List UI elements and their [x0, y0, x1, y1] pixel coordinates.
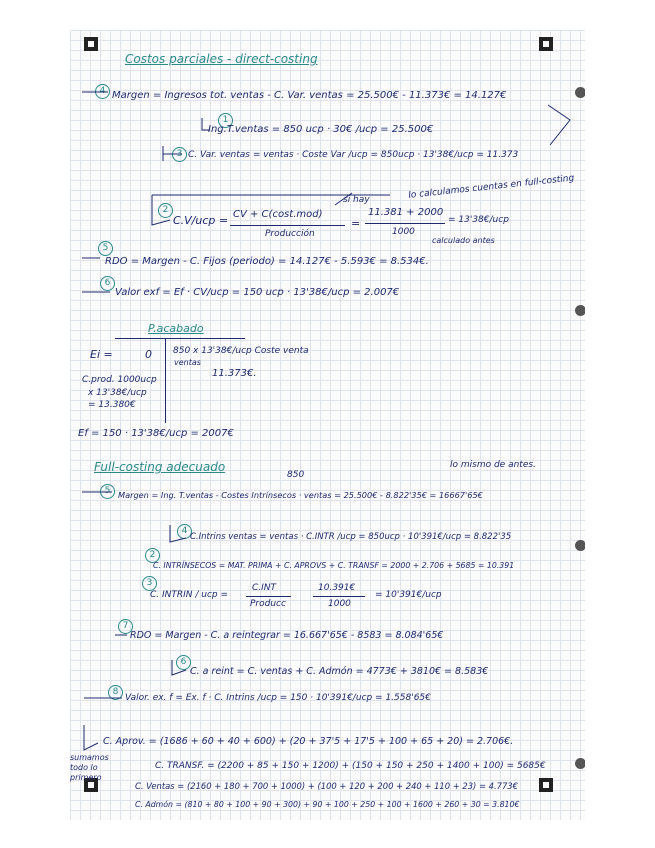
equals-sign: = — [351, 217, 361, 230]
fraction-numerator: CV + C(cost.mod) — [233, 209, 323, 220]
final-inventory-equation: Ef = 150 · 13'38€/ucp = 2007€ — [78, 428, 234, 439]
step-number: 6 — [176, 654, 191, 670]
pen-strokes — [70, 30, 585, 820]
step-number: 6 — [100, 275, 115, 291]
margin-equation: Margen = Ingresos tot. ventas - C. Var. ventas = 25.500€ - 11.373€ = 14.127€ — [112, 90, 507, 101]
fraction-denominator: Producción — [265, 229, 315, 239]
fraction-denominator: 1000 — [328, 599, 351, 609]
inventory-value-equation: Valor exf = Ef · CV/ucp = 150 ucp · 13'38€/ucp = 2.007€ — [115, 287, 400, 298]
side-annotation: sumamos todo lo primero — [70, 753, 109, 782]
unit-intrinsic-cost-result: = 10'391€/ucp — [375, 590, 442, 600]
supply-cost-detail: C. Aprov. = (1686 + 60 + 40 + 600) + (20 + 37'5 + 17'5 + 100 + 65 + 20) = 2.706€. — [103, 736, 514, 747]
notebook-page — [70, 30, 585, 820]
intrinsic-cost-equation: C. INTRÍNSECOS = MAT. PRIMA + C. APROVS + C. TRANSF = 2000 + 2.706 + 5685 = 10.391 — [153, 561, 515, 570]
t-account-value: 0 — [145, 348, 152, 361]
step-number: 4 — [177, 523, 192, 539]
t-account-entry: 11.373€. — [212, 368, 257, 379]
unit-variable-cost-result: = 13'38€/ucp — [448, 215, 509, 225]
fraction-numerator: C.INT — [252, 583, 277, 593]
step-number: 5 — [100, 483, 115, 499]
fraction-numerator: 10.391€ — [318, 583, 356, 593]
annotation: si hay — [343, 195, 370, 205]
t-account-entry: 850 x 13'38€/ucp Coste venta — [173, 346, 309, 356]
unit-intrinsic-cost-label: C. INTRIN / ucp = — [150, 590, 229, 600]
margin-equation: Margen = Ing. T.ventas - Costes Intrínsecos · ventas = 25.500€ - 8.822'35€ = 16667'65€ — [118, 490, 483, 500]
intrinsic-cost-sales-equation: C.Intrins ventas = ventas · C.INTR /ucp = 850ucp · 10'391€/ucp = 8.822'35 — [190, 532, 512, 542]
step-number: 7 — [118, 618, 133, 634]
t-account-entry: C.prod. 1000ucp — [82, 375, 157, 385]
step-number: 8 — [108, 684, 123, 700]
step-number: 1 — [218, 112, 233, 128]
annotation: lo mismo de antes. — [450, 460, 536, 470]
step-number: 5 — [98, 240, 113, 256]
section-title: Full-costing adecuado — [94, 460, 226, 474]
t-account-entry: = 13.380€ — [88, 400, 136, 410]
inventory-value-equation: Valor. ex. f = Ex. f · C. Intrins /ucp = 150 · 10'391€/ucp = 1.558'65€ — [125, 693, 431, 703]
revenue-equation: Ing.T.ventas = 850 ucp · 30€ /ucp = 25.500€ — [208, 124, 434, 135]
annotation: calculado antes — [432, 236, 495, 245]
step-number: 3 — [142, 575, 157, 591]
t-account-entry: x 13'38€/ucp — [88, 388, 147, 398]
fraction-numerator: 11.381 + 2000 — [368, 207, 444, 218]
variable-cost-equation: C. Var. ventas = ventas · Coste Var /ucp = 850ucp · 13'38€/ucp = 11.373 — [188, 150, 519, 160]
annotation: lo calculamos cuentas en full-costing — [407, 173, 575, 201]
t-account-label: Ei = — [90, 348, 113, 361]
step-number: 2 — [145, 547, 160, 563]
result-equation: RDO = Margen - C. Fijos (periodo) = 14.127€ - 5.593€ = 8.534€. — [105, 256, 429, 267]
sales-cost-detail: C. Ventas = (2160 + 180 + 700 + 1000) + (100 + 120 + 200 + 240 + 110 + 23) = 4.773€ — [135, 781, 518, 791]
admin-cost-detail: C. Admón = (810 + 80 + 100 + 90 + 300) + 90 + 100 + 250 + 100 + 1600 + 260 + 30 = 3.810€ — [135, 800, 520, 809]
t-account-title: P.acabado — [148, 322, 204, 335]
annotation: 850 — [287, 470, 305, 480]
step-number: 4 — [95, 83, 110, 99]
t-account-entry-note: ventas — [174, 358, 201, 367]
fraction-denominator: Producc — [250, 599, 286, 609]
result-equation: RDO = Margen - C. a reintegrar = 16.667'65€ - 8583 = 8.084'65€ — [130, 630, 444, 641]
page-title: Costos parciales - direct-costing — [125, 52, 318, 66]
fraction-denominator: 1000 — [392, 227, 415, 237]
step-number: 2 — [158, 202, 173, 218]
step-number: 3 — [172, 146, 187, 162]
transformation-cost-detail: C. TRANSF. = (2200 + 85 + 150 + 1200) + (150 + 150 + 250 + 1400 + 100) = 5685€ — [155, 761, 546, 771]
unit-variable-cost-label: C.V/ucp = — [173, 214, 229, 227]
reintegrate-cost-equation: C. a reint = C. ventas + C. Admón = 4773€ + 3810€ = 8.583€ — [190, 666, 489, 677]
